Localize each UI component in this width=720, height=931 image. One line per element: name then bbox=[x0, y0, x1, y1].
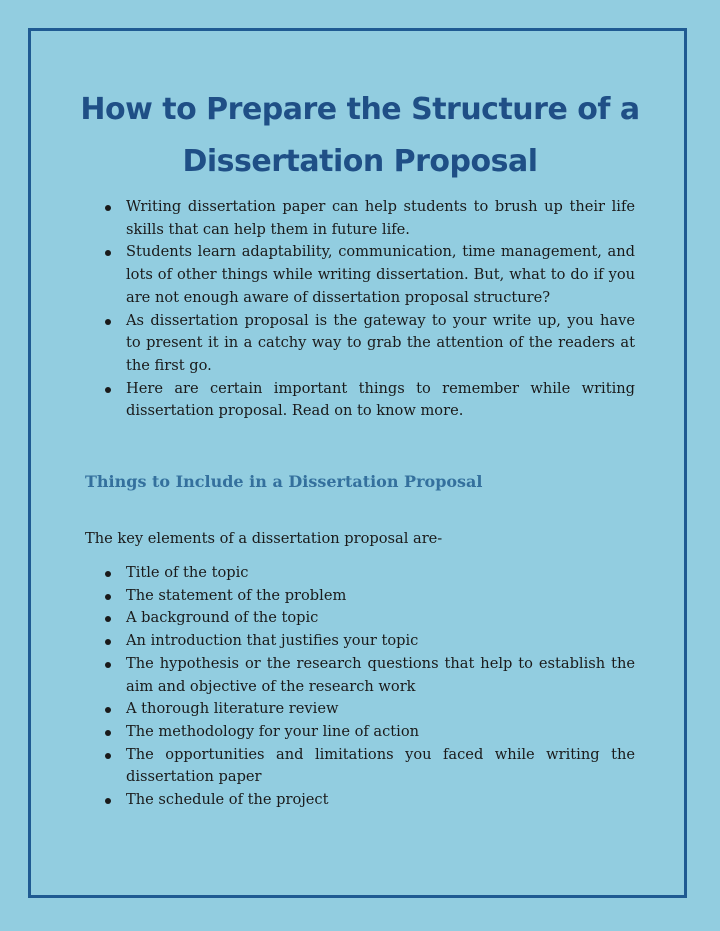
list-item: A background of the topic bbox=[105, 607, 635, 630]
page-title bbox=[60, 84, 660, 188]
list-item: As dissertation proposal is the gateway to your write up, you have to present it in a catchy way to grab the attention of the readers at the first go. bbox=[105, 310, 635, 378]
list-item: The methodology for your line of action bbox=[105, 721, 635, 744]
section-heading: Things to Include in a Dissertation Proposal bbox=[85, 472, 483, 491]
list-item: Writing dissertation paper can help students to brush up their life skills that can help them in future life. bbox=[105, 196, 635, 241]
list-item: An introduction that justifies your topic bbox=[105, 630, 635, 653]
title-line-1: How to Prepare the Structure of a bbox=[80, 92, 640, 127]
list-item: The opportunities and limitations you faced while writing the dissertation paper bbox=[105, 744, 635, 789]
key-elements-list bbox=[105, 562, 635, 812]
list-item: Title of the topic bbox=[105, 562, 635, 585]
list-item: The statement of the problem bbox=[105, 585, 635, 608]
list-item: Here are certain important things to remember while writing dissertation proposal. Read on to know more. bbox=[105, 378, 635, 423]
intro-bullet-list bbox=[105, 196, 635, 423]
title-line-2: Dissertation Proposal bbox=[182, 144, 538, 179]
list-item: The hypothesis or the research questions that help to establish the aim and objective of the research work bbox=[105, 653, 635, 698]
list-item: Students learn adaptability, communication, time management, and lots of other things while writing dissertation. But, what to do if you are not enough aware of dissertation proposal structure? bbox=[105, 241, 635, 309]
list-item: A thorough literature review bbox=[105, 698, 635, 721]
list-item: The schedule of the project bbox=[105, 789, 635, 812]
lead-paragraph: The key elements of a dissertation proposal are- bbox=[85, 530, 443, 547]
